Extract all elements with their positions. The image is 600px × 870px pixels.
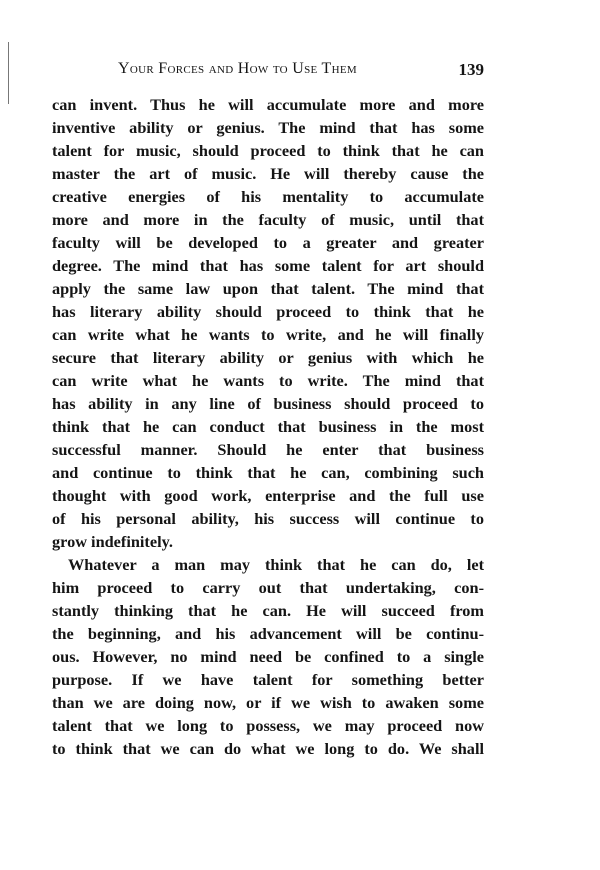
running-header	[118, 60, 484, 82]
page-number: 139	[458, 60, 484, 79]
text-line: has literary ability should proceed to think that he	[52, 302, 484, 321]
text-line: and continue to think that he can, combining such	[52, 463, 484, 482]
text-line: can write what he wants to write. The mind that	[52, 371, 484, 390]
body-text	[52, 93, 484, 760]
text-line: has ability in any line of business should proceed to	[52, 394, 484, 413]
text-line: creative energies of his mentality to accumulate	[52, 187, 484, 206]
text-line: talent that we long to possess, we may proceed now	[52, 716, 484, 735]
text-line: degree. The mind that has some talent for art should	[52, 256, 484, 275]
text-line: can invent. Thus he will accumulate more and more	[52, 95, 484, 114]
page-edge-line	[8, 42, 9, 104]
text-line: think that he can conduct that business in the most	[52, 417, 484, 436]
text-line: more and more in the faculty of music, until that	[52, 210, 484, 229]
text-line: the beginning, and his advancement will be continu-	[52, 624, 484, 643]
text-line: master the art of music. He will thereby cause the	[52, 164, 484, 183]
text-line: ous. However, no mind need be confined to a single	[52, 647, 484, 666]
text-line: of his personal ability, his success will continue to	[52, 509, 484, 528]
paragraph-end-line: grow indefinitely.	[52, 532, 173, 551]
text-line: apply the same law upon that talent. The mind that	[52, 279, 484, 298]
text-line: purpose. If we have talent for something better	[52, 670, 484, 689]
text-line: thought with good work, enterprise and the full use	[52, 486, 484, 505]
text-line: secure that literary ability or genius with which he	[52, 348, 484, 367]
running-title: Your Forces and How to Use Them	[118, 60, 357, 77]
paragraph-start-line: Whatever a man may think that he can do, let	[68, 555, 484, 574]
text-line: stantly thinking that he can. He will succeed from	[52, 601, 484, 620]
text-line: to think that we can do what we long to do. We shall	[52, 739, 484, 758]
text-line: can write what he wants to write, and he will finally	[52, 325, 484, 344]
text-line: than we are doing now, or if we wish to awaken some	[52, 693, 484, 712]
text-line: talent for music, should proceed to think that he can	[52, 141, 484, 160]
text-line: inventive ability or genius. The mind that has some	[52, 118, 484, 137]
text-line: faculty will be developed to a greater and greater	[52, 233, 484, 252]
text-line: him proceed to carry out that undertaking, con-	[52, 578, 484, 597]
text-line: successful manner. Should he enter that business	[52, 440, 484, 459]
